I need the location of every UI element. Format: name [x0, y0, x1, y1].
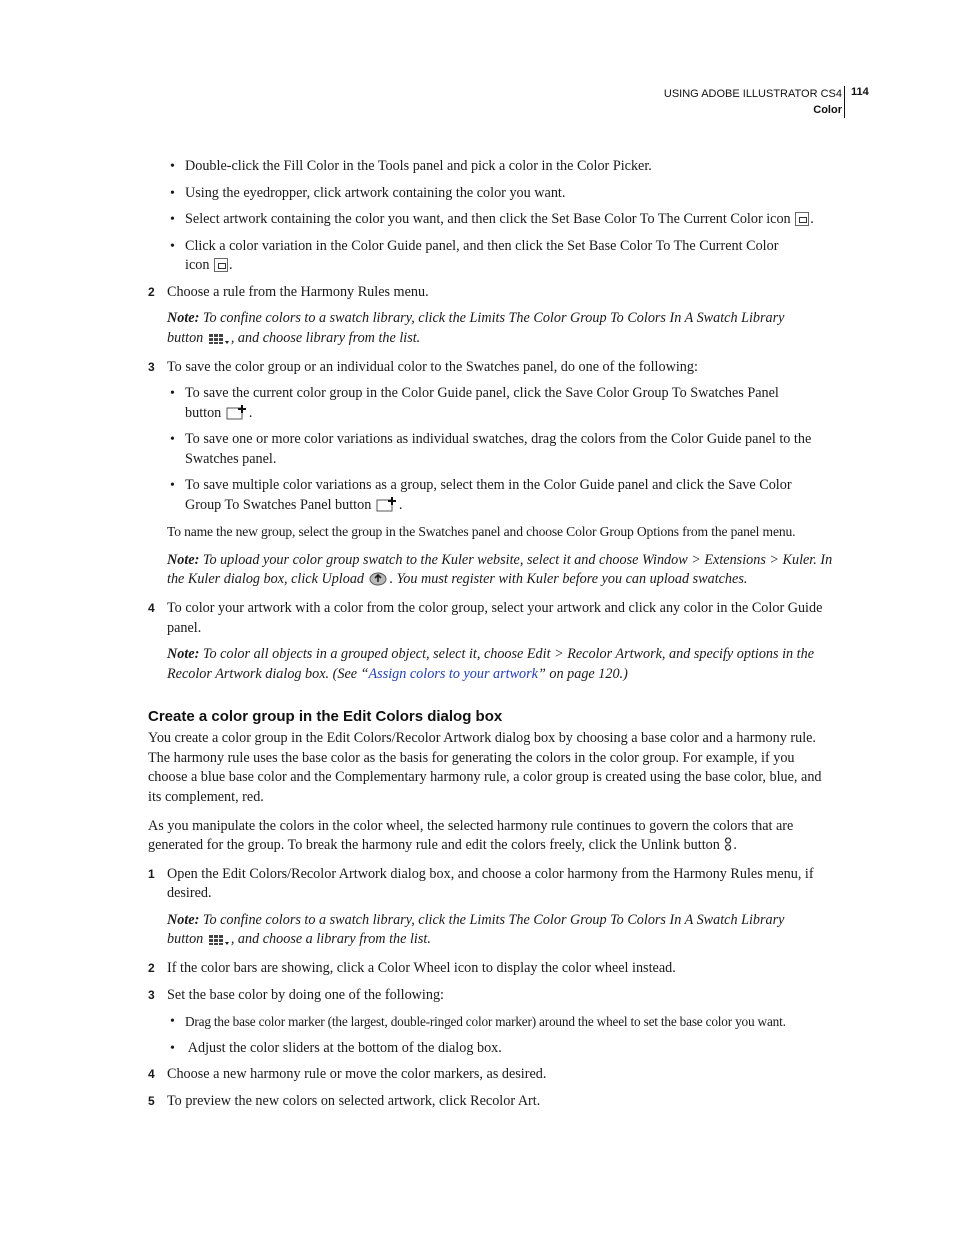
note-line: Recolor Artwork dialog box. (See “Assign colors to your artwork” on page 120.): [167, 666, 628, 682]
list-item-line: Click a color variation in the Color Guide panel, and then click the Set Base Color To The Current Color: [185, 238, 779, 254]
paragraph: To name the new group, select the group in the Swatches panel and choose Color Group Options from the panel menu.: [167, 524, 796, 539]
note-line: button , and choose library from the list.: [167, 330, 421, 346]
list-item: Adjust the color sliders at the bottom of the dialog box.: [185, 1040, 502, 1056]
cross-reference-link[interactable]: Assign colors to your artwork: [368, 666, 538, 682]
list-item: Select artwork containing the color you want, and then click the Set Base Color To The Current Color icon .: [185, 211, 814, 227]
step-text: To save the color group or an individual color to the Swatches panel, do one of the following:: [167, 359, 698, 375]
page-number: 114: [851, 86, 869, 98]
bullet-marker: •: [170, 1041, 175, 1056]
step-number: 2: [148, 285, 155, 299]
paragraph-line: You create a color group in the Edit Colors/Recolor Artwork dialog box by choosing a base color and a harmony rule.: [148, 730, 816, 746]
note-label: Note:: [167, 310, 200, 326]
paragraph-line: The harmony rule uses the base color as the basis for generating the colors in the color group. For example, if you: [148, 750, 795, 766]
section-heading: Create a color group in the Edit Colors dialog box: [148, 708, 503, 725]
list-item: Double-click the Fill Color in the Tools panel and pick a color in the Color Picker.: [185, 158, 652, 174]
note-line: Note: To upload your color group swatch to the Kuler website, select it and choose Window > Extensions > Kuler. In: [167, 552, 833, 568]
bullet-marker: •: [170, 386, 175, 401]
note-label: Note:: [167, 646, 200, 662]
list-item: Drag the base color marker (the largest, double-ringed color marker) around the wheel to set the base color you want.: [185, 1014, 786, 1029]
paragraph-line: choose a blue base color and the Complementary harmony rule, a color group is created using the base color, blue, and: [148, 769, 822, 785]
step-text: If the color bars are showing, click a Color Wheel icon to display the color wheel instead.: [167, 960, 676, 976]
bullet-marker: •: [170, 432, 175, 447]
kuler-upload-icon: [369, 570, 389, 586]
step-number: 2: [148, 961, 155, 975]
swatch-library-menu-icon: [208, 332, 230, 344]
bullet-marker: •: [170, 478, 175, 493]
book-title: USING ADOBE ILLUSTRATOR CS4: [663, 88, 842, 100]
paragraph-line: generated for the group. To break the harmony rule and edit the colors freely, click the Unlink button .: [148, 837, 737, 853]
step-number: 1: [148, 867, 155, 881]
step-number: 5: [148, 1094, 155, 1108]
list-item-line: To save one or more color variations as individual swatches, drag the colors from the Color Guide panel to the: [185, 431, 812, 447]
note-line: Note: To confine colors to a swatch library, click the Limits The Color Group To Colors In A Swatch Library: [167, 912, 785, 928]
note-line: Note: To color all objects in a grouped object, select it, choose Edit > Recolor Artwork, and specify options in the: [167, 646, 815, 662]
note-line: Note: To confine colors to a swatch library, click the Limits The Color Group To Colors In A Swatch Library: [167, 310, 785, 326]
step-text: Choose a rule from the Harmony Rules menu.: [167, 284, 429, 300]
list-item-line: Group To Swatches Panel button .: [185, 497, 403, 513]
header-divider: [844, 86, 845, 118]
list-item: Using the eyedropper, click artwork containing the color you want.: [185, 185, 566, 201]
save-color-group-icon: [376, 496, 398, 512]
bullet-marker: •: [170, 212, 175, 227]
set-base-color-icon: [795, 212, 809, 226]
paragraph-line: its complement, red.: [148, 789, 264, 805]
step-text: To color your artwork with a color from the color group, select your artwork and click any color in the Color Guide: [167, 600, 823, 616]
swatch-library-menu-icon: [208, 933, 230, 945]
list-item-line: button .: [185, 405, 253, 421]
list-item-line: To save the current color group in the Color Guide panel, click the Save Color Group To Swatches Panel: [185, 385, 779, 401]
bullet-marker: •: [170, 239, 175, 254]
bullet-marker: •: [170, 159, 175, 174]
unlink-icon: [724, 837, 732, 851]
list-item-line: icon .: [185, 257, 233, 273]
step-text: Open the Edit Colors/Recolor Artwork dialog box, and choose a color harmony from the Harmony Rules menu, if: [167, 866, 814, 882]
step-text: Set the base color by doing one of the following:: [167, 987, 444, 1003]
step-text: Choose a new harmony rule or move the color markers, as desired.: [167, 1066, 547, 1082]
step-number: 4: [148, 1067, 155, 1081]
step-number: 3: [148, 988, 155, 1002]
note-line: the Kuler dialog box, click Upload . You must register with Kuler before you can upload swatches.: [167, 571, 748, 587]
set-base-color-icon: [214, 258, 228, 272]
step-number: 3: [148, 360, 155, 374]
step-number: 4: [148, 601, 155, 615]
step-text: To preview the new colors on selected artwork, click Recolor Art.: [167, 1093, 541, 1109]
section-name: Color: [813, 104, 842, 116]
paragraph-line: As you manipulate the colors in the color wheel, the selected harmony rule continues to govern the colors that are: [148, 818, 794, 834]
list-item-line: Swatches panel.: [185, 451, 277, 467]
step-text: panel.: [167, 620, 202, 636]
running-header: [664, 86, 842, 118]
note-line: button , and choose a library from the list.: [167, 931, 431, 947]
bullet-marker: •: [170, 1014, 175, 1029]
step-text: desired.: [167, 885, 212, 901]
note-label: Note:: [167, 552, 200, 568]
list-item-line: To save multiple color variations as a group, select them in the Color Guide panel and click the Save Color: [185, 477, 792, 493]
bullet-marker: •: [170, 186, 175, 201]
save-color-group-icon: [226, 404, 248, 420]
note-label: Note:: [167, 912, 200, 928]
